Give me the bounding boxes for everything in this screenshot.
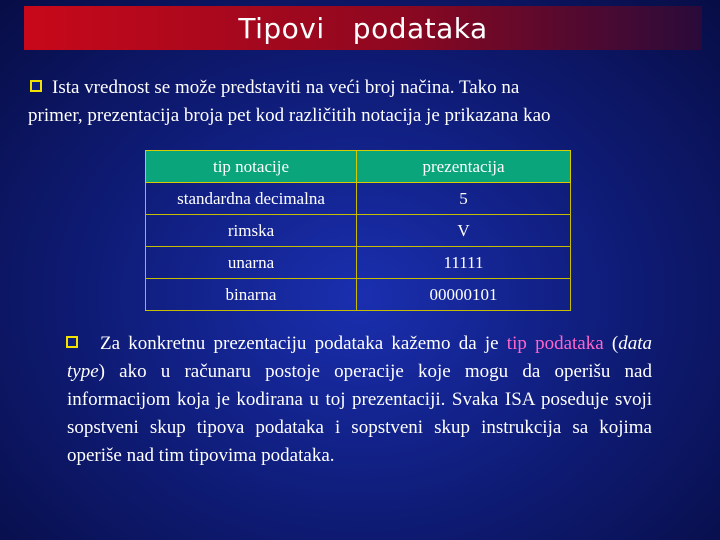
intro-paragraph — [30, 74, 700, 130]
table-cell-notation: binarna — [146, 279, 357, 311]
header-representation: prezentacija — [357, 151, 571, 183]
page-title: Tipovi podataka — [238, 11, 488, 45]
table-row — [146, 183, 571, 215]
header-notation-type: tip notacije — [146, 151, 357, 183]
title-bar — [24, 6, 702, 50]
body-part-1: Za konkretnu prezentaciju podataka kažemo da je — [100, 333, 507, 354]
body-part-2: ( — [603, 333, 619, 354]
table-cell-value: 11111 — [357, 247, 571, 279]
square-bullet-icon — [66, 336, 78, 348]
intro-line-2: primer, prezentacija broja pet kod različitih notacija je prikazana kao — [28, 105, 551, 126]
body-part-3: ) ako u računaru postoje operacije koje mogu da operišu nad informacijom koja je kodirana u toj prezentaciji. Svaka ISA poseduje svoji sopstveni skup tipova podataka i sopstveni skup instrukcija sa kojima operiše nad tim tipovima podataka. — [67, 361, 652, 466]
intro-line-1: Ista vrednost se može predstaviti na veći broj načina. Tako na — [52, 77, 520, 98]
table-row — [146, 215, 571, 247]
table-row — [146, 247, 571, 279]
table-row — [146, 279, 571, 311]
table-header-row — [146, 151, 571, 183]
table-cell-notation: standardna decimalna — [146, 183, 357, 215]
table-cell-value: 00000101 — [357, 279, 571, 311]
highlight-term: tip podataka — [506, 333, 604, 354]
body-paragraph — [67, 330, 652, 470]
table-cell-notation: unarna — [146, 247, 357, 279]
table-cell-value: V — [357, 215, 571, 247]
table-cell-value: 5 — [357, 183, 571, 215]
square-bullet-icon — [30, 80, 42, 92]
italic-term: data type — [67, 333, 653, 382]
table-cell-notation: rimska — [146, 215, 357, 247]
notation-table — [145, 150, 571, 311]
